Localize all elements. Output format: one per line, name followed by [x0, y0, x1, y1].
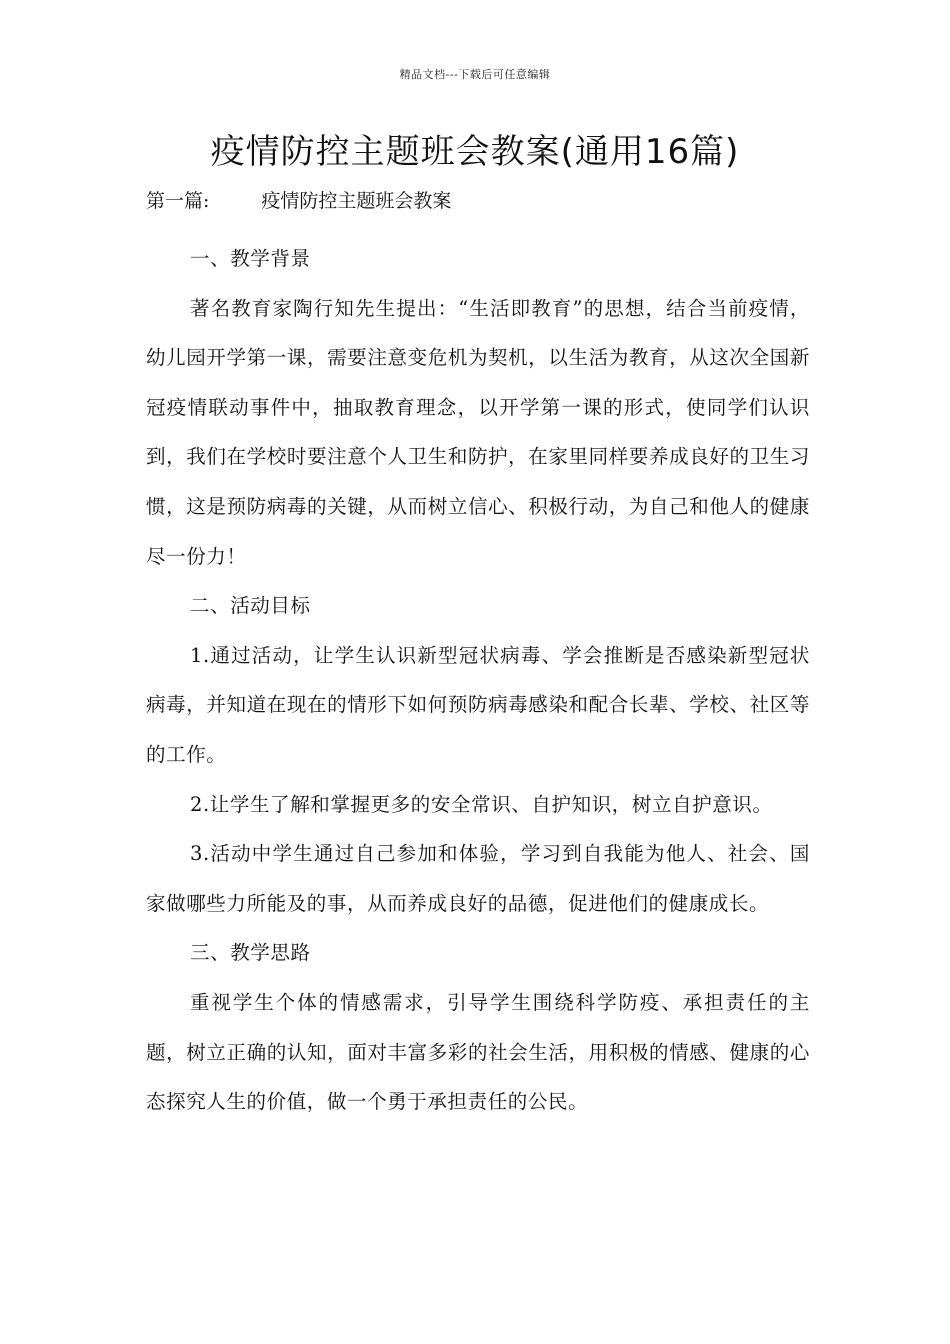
- chapter-label: 第一篇:: [146, 190, 210, 212]
- header-note: 精品文档---下载后可任意编辑: [399, 68, 551, 81]
- paragraph-approach: 重视学生个体的情感需求，引导学生围绕科学防疫、承担责任的主题，树立正确的认知，面对丰富多彩的社会生活，用积极的情感、健康的心态探究人生的价值，做一个勇于承担责任的公民。: [146, 990, 810, 1114]
- paragraph-background: 著名教育家陶行知先生提出：“生活即教育”的思想，结合当前疫情，幼儿园开学第一课，需要注意变危机为契机，以生活为教育，从这次全国新冠疫情联动事件中，抽取教育理念，以开学第一课的形式，使同学们认识到，我们在学校时要注意个人卫生和防护，在家里同样要养成良好的卫生习惯，这是预防病毒的关键，从而树立信心、积极行动，为自己和他人的健康尽一份力！: [146, 296, 810, 568]
- paragraph-goal-1: 1.通过活动，让学生认识新型冠状病毒、学会推断是否感染新型冠状病毒，并知道在现在的情形下如何预防病毒感染和配合长辈、学校、社区等的工作。: [146, 643, 810, 766]
- chapter-name: 疫情防控主题班会教案: [261, 190, 452, 212]
- document-body: [146, 234, 810, 1127]
- paragraph-goal-2: 2.让学生了解和掌握更多的安全常识、自护知识，树立自护意识。: [190, 792, 773, 816]
- section-heading-approach: 三、教学思路: [190, 941, 311, 965]
- section-heading-background: 一、教学背景: [190, 247, 311, 270]
- chapter-heading: [146, 186, 451, 216]
- section-heading-goals: 二、活动目标: [190, 594, 311, 618]
- paragraph-goal-3: 3.活动中学生通过自己参加和体验，学习到自我能为他人、社会、国家做哪些力所能及的事，从而养成良好的品德，促进他们的健康成长。: [146, 842, 810, 915]
- document-title: 疫情防控主题班会教案(通用16篇): [210, 132, 740, 172]
